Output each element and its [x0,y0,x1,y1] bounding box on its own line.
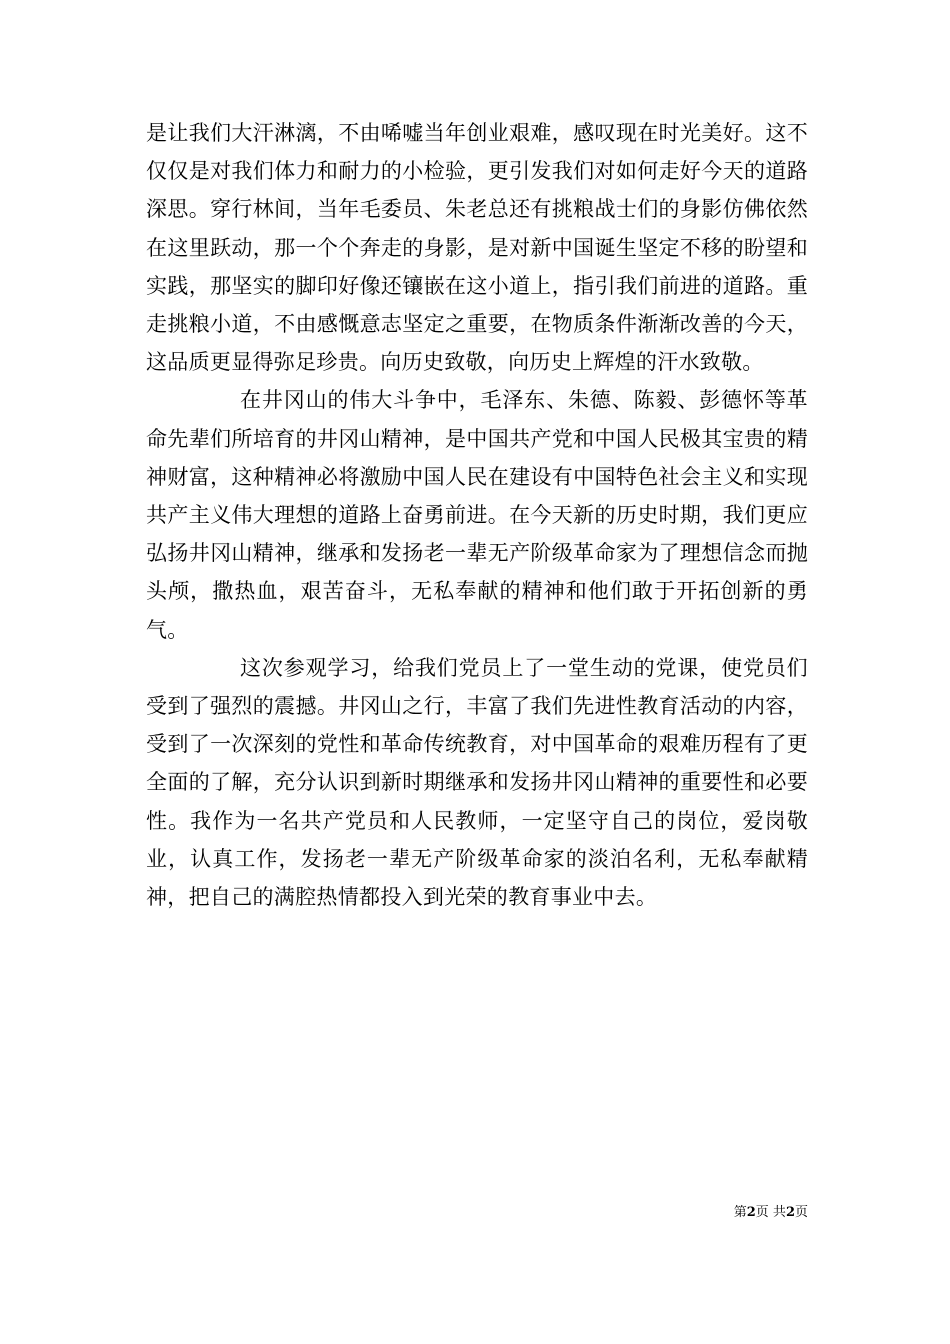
footer-prefix: 第 [733,1205,747,1220]
footer-middle: 页 共 [755,1205,786,1220]
page-number-footer [700,1204,808,1222]
paragraph-2: 在井冈山的伟大斗争中，毛泽东、朱德、陈毅、彭德怀等革命先辈们所培育的井冈山精神，是中国共产党和中国人民极其宝贵的精神财富，这种精神必将激励中国人民在建设有中国特色社会主义和实现共产主义伟大理想的道路上奋勇前进。在今天新的历史时期，我们更应弘扬井冈山精神，继承和发扬老一辈无产阶级革命家为了理想信念而抛头颅，撒热血，艰苦奋斗，无私奉献的精神和他们敢于开拓创新的勇气。 [146,388,808,642]
document-body [146,114,808,916]
paragraph-3: 这次参观学习，给我们党员上了一堂生动的党课，使党员们受到了强烈的震撼。井冈山之行，丰富了我们先进性教育活动的内容，受到了一次深刻的党性和革命传统教育，对中国革命的艰难历程有了更全面的了解，充分认识到新时期继承和发扬井冈山精神的重要性和必要性。我作为一名共产党员和人民教师，一定坚守自己的岗位，爱岗敬业，认真工作，发扬老一辈无产阶级革命家的淡泊名利，无私奉献精神，把自己的满腔热情都投入到光荣的教育事业中去。 [146,655,808,910]
footer-suffix: 页 [794,1205,808,1220]
footer-total-pages: 2 [785,1205,795,1220]
paragraph-1: 是让我们大汗淋漓，不由唏嘘当年创业艰难，感叹现在时光美好。这不仅仅是对我们体力和耐力的小检验，更引发我们对如何走好今天的道路深思。穿行林间，当年毛委员、朱老总还有挑粮战士们的身影仿佛依然在这里跃动，那一个个奔走的身影，是对新中国诞生坚定不移的盼望和实践，那坚实的脚印好像还镶嵌在这小道上，指引我们前进的道路。重走挑粮小道，不由感慨意志坚定之重要，在物质条件渐渐改善的今天，这品质更显得弥足珍贵。向历史致敬，向历史上辉煌的汗水致敬。 [146,121,808,375]
footer-current-page: 2 [746,1205,756,1220]
